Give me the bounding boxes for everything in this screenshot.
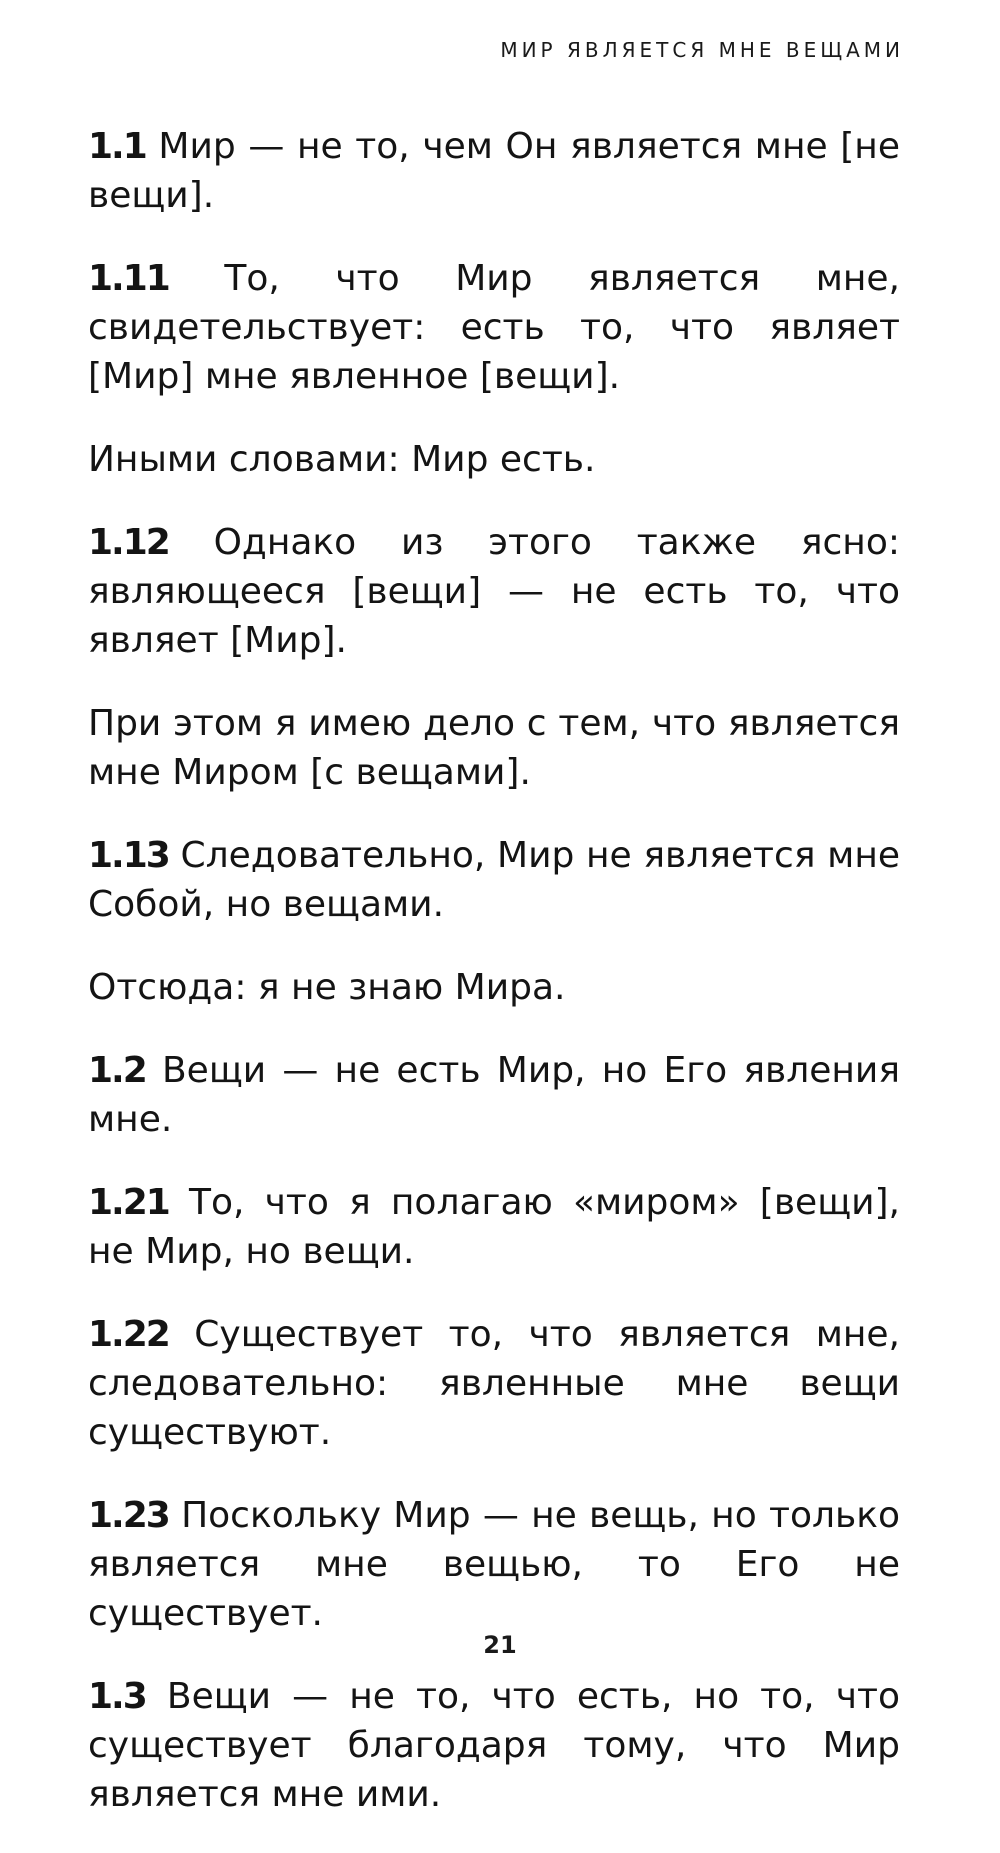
paragraph-1-1 [88,122,900,220]
paragraph-text: Вещи — не есть Мир, но Его явления мне. [88,1050,900,1140]
paragraph-text: Существует то, что является мне, следовательно: явленные мне вещи существуют. [88,1314,900,1453]
paragraph-1-13 [88,831,900,929]
paragraph-text: При этом я имею дело с тем, что является мне Миром [с вещами]. [88,703,900,793]
paragraph-1-11 [88,254,900,401]
paragraph-number: 1.23 [88,1495,169,1536]
paragraph-plain [88,963,900,1012]
paragraph-plain [88,699,900,797]
paragraph-number: 1.11 [88,258,169,299]
paragraph-1-3 [88,1672,900,1819]
paragraph-number: 1.22 [88,1314,169,1355]
paragraph-text: Следовательно, Мир не является мне Собой, но вещами. [88,835,900,925]
paragraph-1-22 [88,1310,900,1457]
paragraph-number: 1.21 [88,1182,169,1223]
paragraph-text: Иными словами: Мир есть. [88,439,596,480]
paragraph-number: 1.3 [88,1676,146,1717]
paragraph-text: Мир — не то, чем Он является мне [не вещи]. [88,126,900,216]
paragraph-number: 1.1 [88,126,146,167]
paragraph-text: То, что Мир является мне, свидетельствует: есть то, что являет [Мир] мне явленное [вещи]. [88,258,900,397]
paragraph-text: Поскольку Мир — не вещь, но только является мне вещью, то Его не существует. [88,1495,900,1634]
paragraph-text: Однако из этого также ясно: являющееся [вещи] — не есть то, что являет [Мир]. [88,522,900,661]
paragraph-text: Вещи — не то, что есть, но то, что существует благодаря тому, что Мир является мне ими. [88,1676,900,1815]
paragraph-text: То, что я полагаю «миром» [вещи], не Мир, но вещи. [88,1182,900,1272]
paragraph-number: 1.2 [88,1050,146,1091]
page-body [88,122,900,1853]
paragraph-text: Отсюда: я не знаю Мира. [88,967,566,1008]
paragraph-number: 1.13 [88,835,169,876]
paragraph-1-23 [88,1491,900,1638]
paragraph-number: 1.12 [88,522,169,563]
paragraph-1-12 [88,518,900,665]
paragraph-1-2 [88,1046,900,1144]
paragraph-plain [88,435,900,484]
paragraph-1-21 [88,1178,900,1276]
page-number: 21 [483,1631,517,1659]
running-head: МИР ЯВЛЯЕТСЯ МНЕ ВЕЩАМИ [500,38,904,62]
